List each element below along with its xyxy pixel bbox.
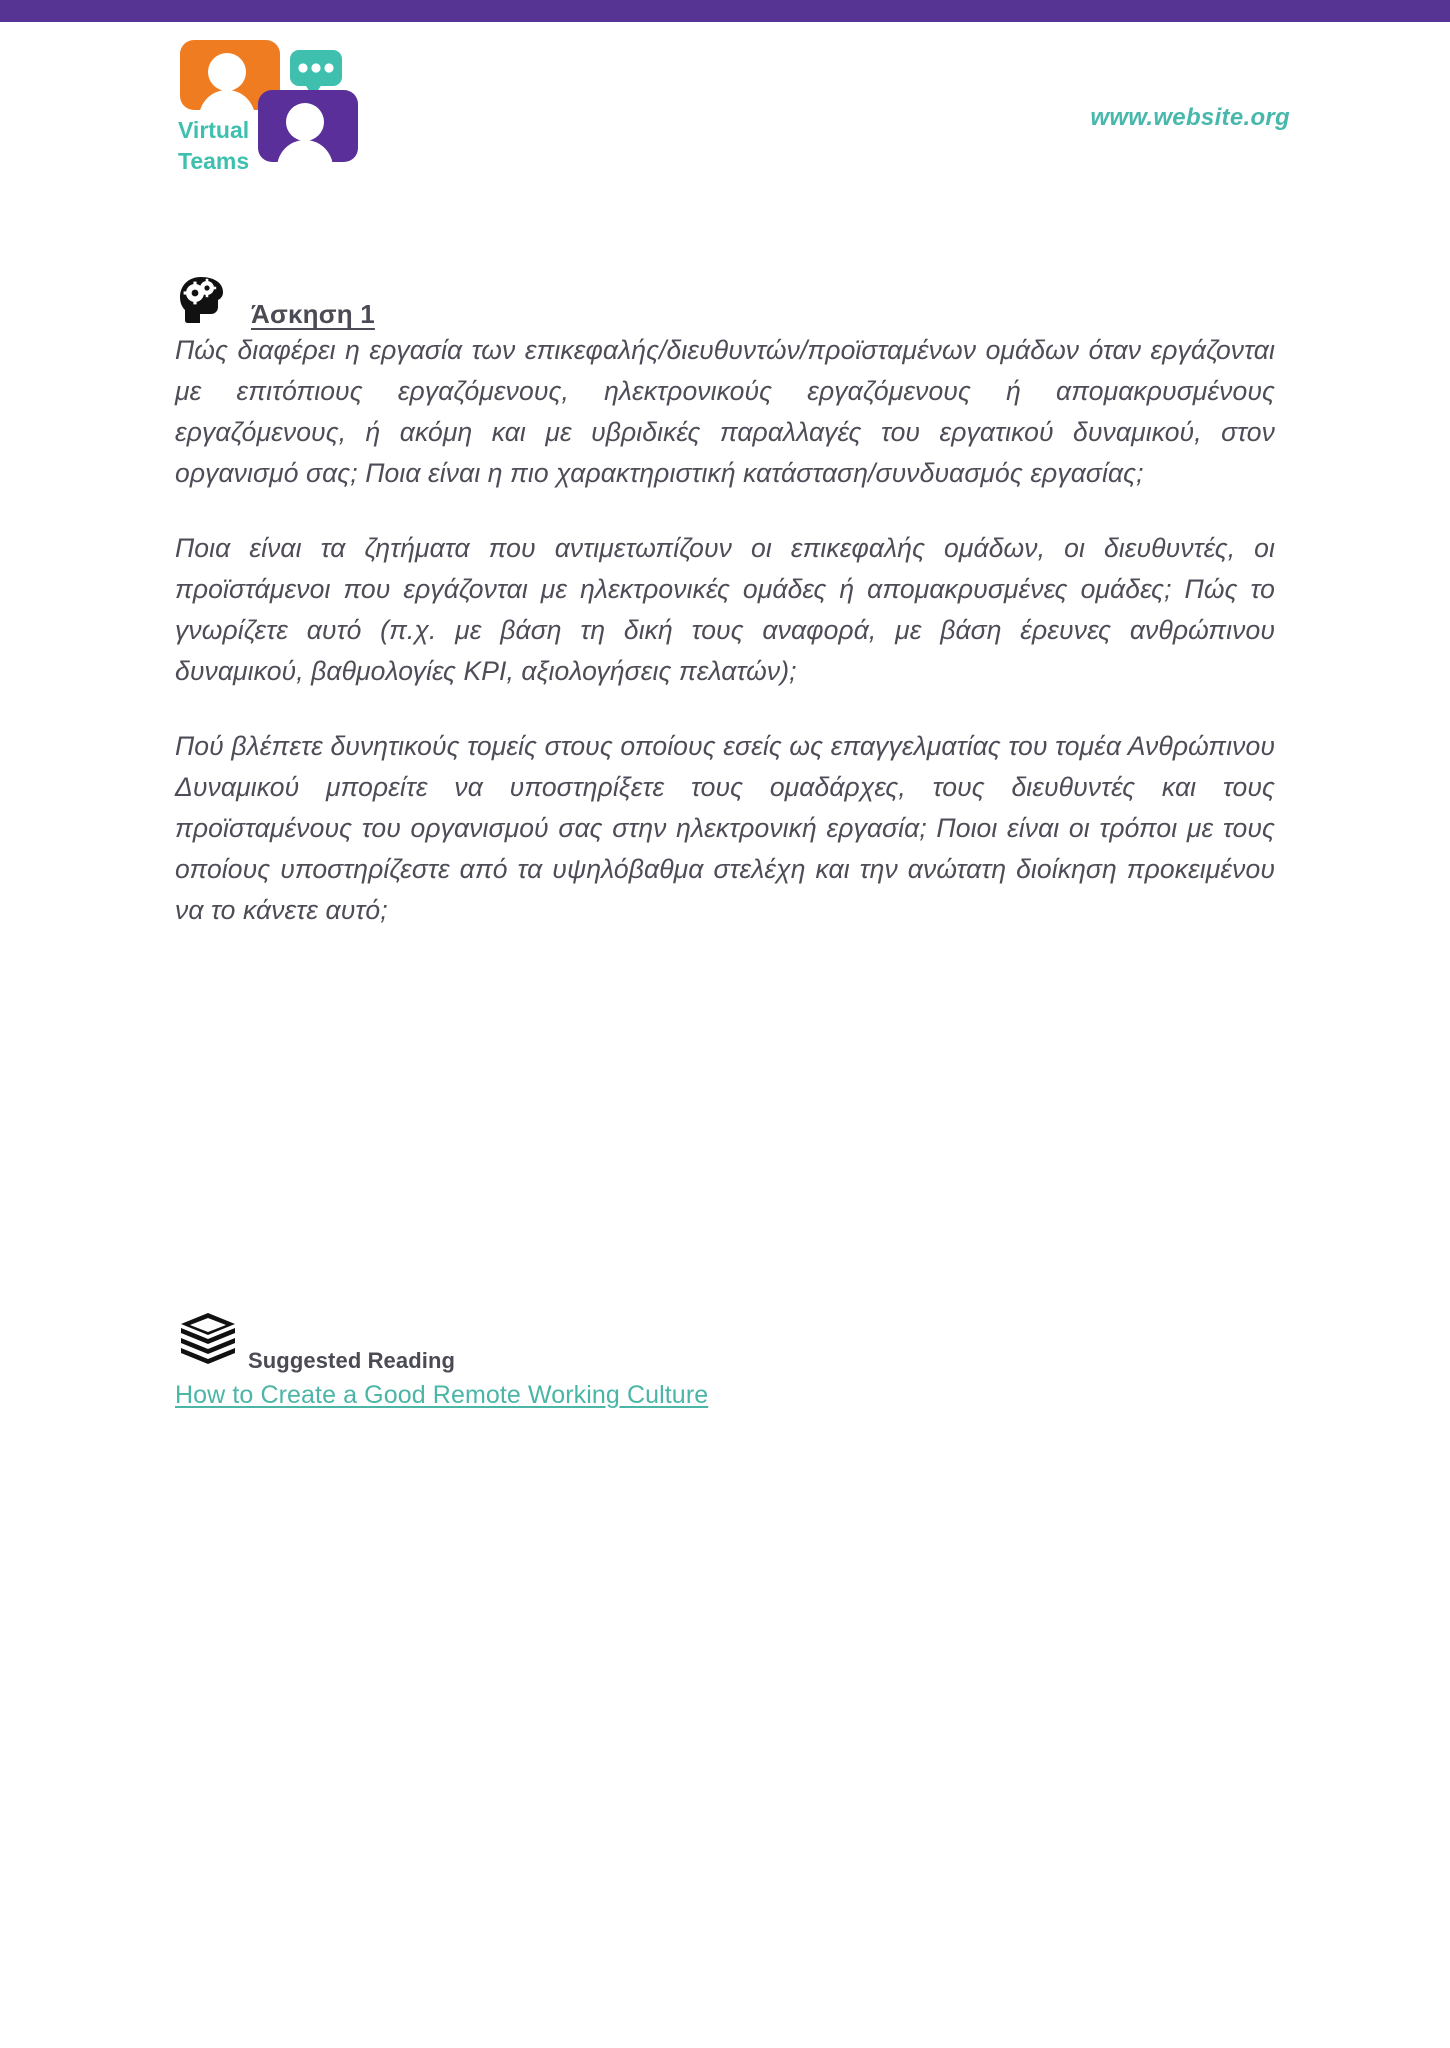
virtual-teams-logo	[172, 34, 362, 182]
exercise-title: Άσκηση 1	[251, 299, 375, 329]
exercise-paragraph-1: Πώς διαφέρει η εργασία των επικεφαλής/διευθυντών/προϊσταμένων ομάδων όταν εργάζονται με επιτόπιους εργαζόμενους, ηλεκτρονικούς εργαζόμενους ή απομακρυσμένους εργαζόμενους, ή ακόμη και με υβριδικές παραλλαγές του εργατικού δυναμικού, στον οργανισμό σας; Ποια είναι η πιο χαρακτηριστική κατάσταση/συνδυασμός εργασίας;	[175, 335, 1275, 488]
svg-text:Virtual: Virtual	[178, 117, 250, 143]
suggested-reading-heading-row	[175, 1305, 1275, 1377]
svg-text:Teams: Teams	[178, 148, 250, 174]
website-url[interactable]: www.website.org	[1090, 104, 1290, 131]
exercise-paragraph-3: Πού βλέπετε δυνητικούς τομείς στους οποίους εσείς ως επαγγελματίας του τομέα Ανθρώπινου Δυναμικού μπορείτε να υποστηρίξετε τους ομαδάρχες, τους διευθυντές και τους προϊσταμένους του οργανισμού σας στην ηλεκτρονική εργασία; Ποιοι είναι οι τρόποι με τους οποίους υποστηρίζεστε από τα υψηλόβαθμα στελέχη και την ανώτατη διοίκηση προκειμένου να το κάνετε αυτό;	[175, 731, 1275, 925]
virtual-teams-logo-icon	[172, 34, 362, 182]
page-header	[0, 22, 1450, 202]
suggested-reading-label: Suggested Reading	[248, 1348, 456, 1373]
exercise-heading-row	[175, 260, 1275, 332]
exercise-section	[175, 260, 1275, 931]
exercise-paragraph-2: Ποια είναι τα ζητήματα που αντιμετωπίζουν οι επικεφαλής ομάδων, οι διευθυντές, οι προϊστάμενοι που εργάζονται με ηλεκτρονικές ομάδες ή απομακρυσμένες ομάδες; Πώς το γνωρίζετε αυτό (π.χ. με βάση τη δική τους αναφορά, με βάση έρευνες ανθρώπινου δυναμικού, βαθμολογίες KPI, αξιολογήσεις πελατών);	[175, 533, 1275, 686]
suggested-reading-link[interactable]: How to Create a Good Remote Working Culture	[175, 1381, 709, 1409]
stack-of-books-icon	[177, 1309, 239, 1376]
suggested-reading-section	[175, 1305, 1275, 1410]
top-accent-bar	[0, 0, 1450, 22]
head-with-gears-icon	[175, 274, 227, 331]
